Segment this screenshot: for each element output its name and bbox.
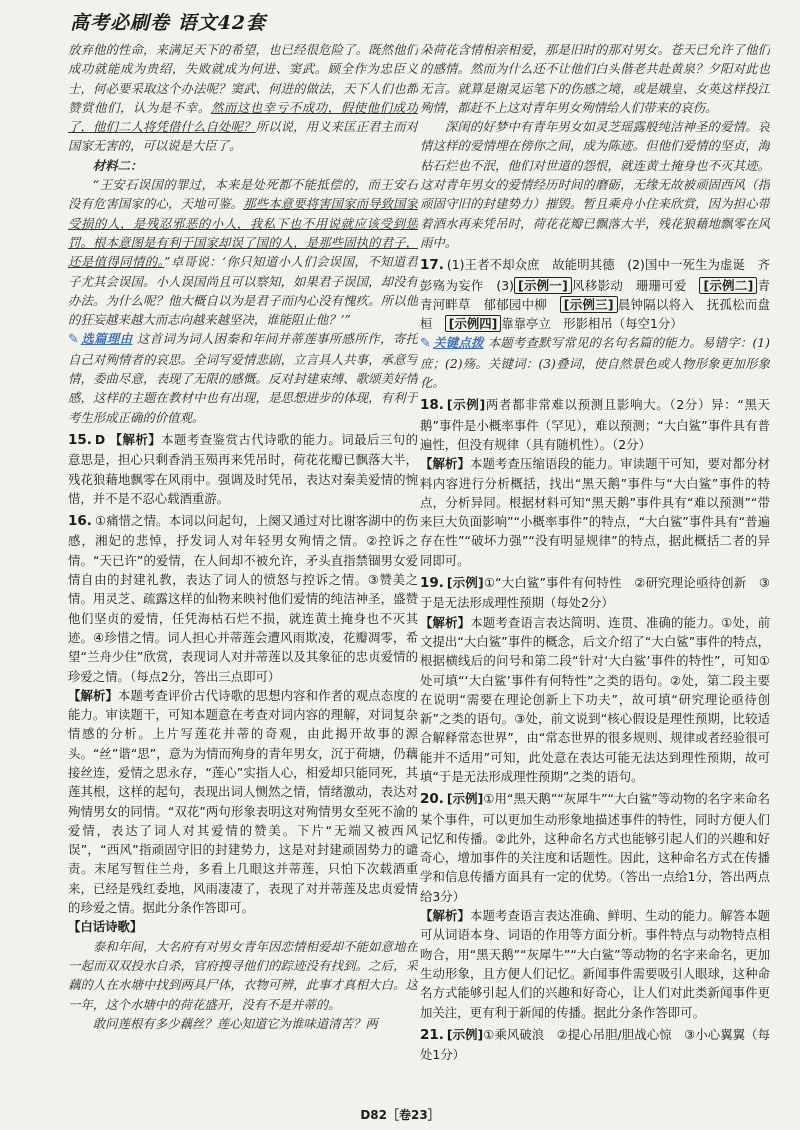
vernacular-paragraph-1: 泰和年间，大名府有对男女青年因恋情相爱却不能如意地在一起而双双投水自杀，官府搜寻他们的踪迹没有找到。之后，采藕的人在水塘中找到两具尸体，衣物可辨，此事才真相大白。这一年，这个水塘中的荷花盛开，没有不是并蒂的。 xyxy=(68,938,418,1012)
material-one-translation: 放弃他的性命，来满足天下的希望，也已经很危险了。既然他们成功就能成为贵绍，失败就成为何进、窦武。顾全作为忠臣义士，何必要采取这个办法呢？窦武、何进的做法，天下人们也都赞赏他们，认为是不幸。然而这也幸亏不成功，假使他们成功了，他们二人将凭借什么自处呢？所以说，用义来匡正君主而对国家无害的，可以说是大臣了。 xyxy=(68,42,418,154)
vernacular-continued: 朵荷花含情相亲相爱，那是旧时的那对男女。苍天已允许了他们的感情。然而为什么还不让他们白头偕老共赴黄泉？夕阳对此也无言。就算是谢灵运笔下的伤感之境，或是娥皇、女英这样投江殉情，都赶不上这对青年男女殉情给人们带来的哀伤。 xyxy=(420,42,770,115)
material-two-translation: “王安石误国的罪过，本来是处死都不能抵偿的，而王安石没有危害国家的心，天地可鉴。那些本意要将害国家而导致国家受损的人，是残忍邪恶的小人，我私下也不用说就应该受到惩罚。根本意图是有利于国家却误了国的人，是那些固执的君子，还是值得同情的。”卓哥说：‘你只知道小人们会误国，不知道君子尤其会误国。小人误国尚且可以察知，如果君子误国，却没有办法。为什么呢？他大概自以为是君子而内心没有愧疚。所以他的狂妄越来越大而志向越来越坚决，谁能阻止他？’” xyxy=(68,177,418,328)
left-column xyxy=(68,40,418,1100)
material-two-heading: 材料二： xyxy=(92,157,143,173)
question-16-analysis: 【解析】本题考查评价古代诗歌的思想内容和作者的观点态度的能力。审读题干，可知本题意在考查对词内容的理解，对词复杂情感的分析。上片写莲花并蒂的奇观，由此揭开故事的源头。“丝”谐“思”，意为为情而殉身的青年男女，沉于荷塘，仍藕接丝连，爱情之思永存，“莲心”实指人心，相爱却只能同死，其莲其根，这样的起句，表现出词人恻然之情，情绪激动，表达对殉情男女的同情。“双花”两句形象表明这对殉情男女至死不渝的爱情，表达了词人对其爱情的赞美。下片“无端又被西风误”，“西风”指顽固守旧的封建势力，这是对封建顽固势力的谴责。末尾写暂住兰舟，多看上几眼这并蒂莲，只怕下次载酒重来，已经是残红委地，风雨凄凄了，表现了对并蒂莲及忠贞爱情的珍爱之情。据此分条作答即可。 xyxy=(68,687,418,916)
pencil-icon: ✎ xyxy=(68,332,79,348)
question-16: 16. ①痛惜之情。本词以问起句，上阕又通过对比谢客湖中的伤感，湘妃的悲悼，抒发词人对年轻男女殉情之情。②控诉之情。“天已许”的爱情，在人间却不被允许，矛头直指禁锢男女爱情自由的封建礼教，表达了词人的愤怒与控诉之情。③赞美之情。用灵芝、疏露这样的仙物来映衬他们爱情的纯洁神圣，盛赞他们坚贞的爱情，任凭海枯石烂不损，就连黄土掩身也不灭其迹。④珍惜之情。词人担心并蒂莲会遭风雨欺凌，花瓣凋零，希望“兰舟少住”欣赏，表现词人对并蒂莲以及其象征的忠贞爱情的珍爱之情。（每点2分，答出三点即可） xyxy=(68,513,418,684)
question-18: 18. [示例]两者都非常难以预测且影响大。（2分）异：“黑天鹅”事件是小概率事件（罕见），难以预测；“大白鲨”事件具有普遍性，但没有规律（具有随机性）。（2分） xyxy=(420,397,770,452)
question-21: 21. [示例]①乘风破浪 ②提心吊胆/胆战心惊 ③小心翼翼（每处1分） xyxy=(420,1026,770,1063)
vernacular-paragraph-3: 深闺的好梦中有青年男女如灵芝瑶露般纯洁神圣的爱情。哀情这样的爱情埋在傍你之间，成为陈迹。但他们爱情的坚贞，海枯石烂也不泯，他们对世道的怨恨，就连黄土掩身也不灭其迹。这对青年男女的爱情经历时间的磨砺，无缘无故被顽固西风（指顽固守旧的封建势力）摧毁。暂且乘舟小住来欣赏，因为担心带着酒水再来凭吊时，荷花花瓣已飘落大半，残花狼藉地飘零在风雨中。 xyxy=(420,119,770,250)
question-20-analysis: 【解析】本题考查语言表达准确、鲜明、生动的能力。解答本题可从词语本身、词语的作用等方面分析。事件特点与动物特点相吻合，用“黑天鹅”“灰犀牛”“大白鲨”等动物的名字来命名，更加生动形象，且方便人们记忆。新闻事件需要吸引人眼球，这种命名方式能够引起人们的兴趣和好奇心，让人们对此类新闻事件更加关注，更有利于新闻的传播。据此分条作答即可。 xyxy=(420,908,770,1020)
selection-reason: ✎ 选篇理由 这首词为词人困秦和年间并蒂莲事所感所作，寄托自己对殉情者的哀思。全词写爱情悲剧，立言具人共事，承意写情，委曲尽意，表现了无限的感慨。反对封建束缚、歌颂美好情感，这样的主题在教材中也有出现，是思想进步的体现，有利于考生形成正确的价值观。 xyxy=(68,331,418,425)
question-18-analysis: 【解析】本题考查压缩语段的能力。审读题干可知，要对都分材料内容进行分析概括，找出“黑天鹅”事件与“大白鲨”事件的特点，分析异同。根据材料可知“黑天鹅”事件具有“难以预测”“带来巨大负面影响”“小概率事件”的特点，“大白鲨”事件具有“普遍存在性”“破坏力强”“没有明显规律”的特点，据此概括二者的异同即可。 xyxy=(420,456,770,568)
question-20: 20. [示例]①用“黑天鹅”“灰犀牛”“大白鲨”等动物的名字来命名某个事件，可以更加生动形象地描述事件的特性，同时方便人们记忆和传播。②此外，这种命名方式也能够引起人们的兴趣和好奇心，增加事件的关注度和话题性。因此，这种命名方式在传播学和信息传播方面具有一定的优势。（答出一点给1分，答出两点给3分） xyxy=(420,791,770,904)
page-header-title: 高考必刷卷 语文42套 xyxy=(70,12,267,34)
pencil-icon: ✎ xyxy=(420,336,431,352)
question-19-analysis: 【解析】本题考查语言表达简明、连贯、准确的能力。①处，前文提出“大白鲨”事件的概念，后文介绍了“大白鲨”事件的特点，根据横线后的问号和第二段“针对‘大白鲨’事件的特性”，可知①处可填“‘大白鲨’事件有何特性”之类的语句。②处，第二段主要在说明“需要在理论创新上下功夫”，故可填“研究理论亟待创新”之类的语句。③处，前文说到“核心假设是理性预期，比较适合解释常态世界”，由“常态世界的很多规则、规律或者经验很可能并不适用”可知，此处意在表达可能无法达到理性预期，故可填“于是无法形成理性预期”之类的语句。 xyxy=(420,614,770,784)
vernacular-paragraph-2: 敢问莲根有多少藕丝？莲心知道它为谁味道清苦？两 xyxy=(92,1015,378,1031)
question-17: 17. (1)王者不却众庶 故能明其德 (2)国中一死生为虚诞 齐彭殇为妄作 (3) [示例一] 风移影动 珊珊可爱 [示例二] 青青河畔草 郁郁园中柳 [示例三] 晨钟隔以将入 抚孤松而盘桓 [示例四] 靠靠亭立 形影相吊（每空1分） xyxy=(420,257,770,332)
right-column xyxy=(420,40,770,1100)
vernacular-title: 【白话诗歌】 xyxy=(68,919,143,935)
key-point-note: ✎ 关键点拨 本题考查默写常见的名句名篇的能力。易错字：(1)庶；(2)殇。关键词：(3)叠词，使自然景色或人物形象更加形象化。 xyxy=(420,335,770,391)
page-number: D82［卷23］ xyxy=(360,1108,440,1122)
question-15: 15. D 【解析】本题考查鉴赏古代诗歌的能力。词最后三句的意思是，担心只剩香消玉殒再来凭吊时，荷花花瓣已飘落大半，残花狼藉地飘零在风雨中。强调及时凭吊，表达对秦美爱情的惋惜，并不是不忍心载酒重游。 xyxy=(68,431,418,506)
question-19: 19. [示例]①“大白鲨”事件有何特性 ②研究理论亟待创新 ③于是无法形成理性预期（每处2分） xyxy=(420,575,770,611)
